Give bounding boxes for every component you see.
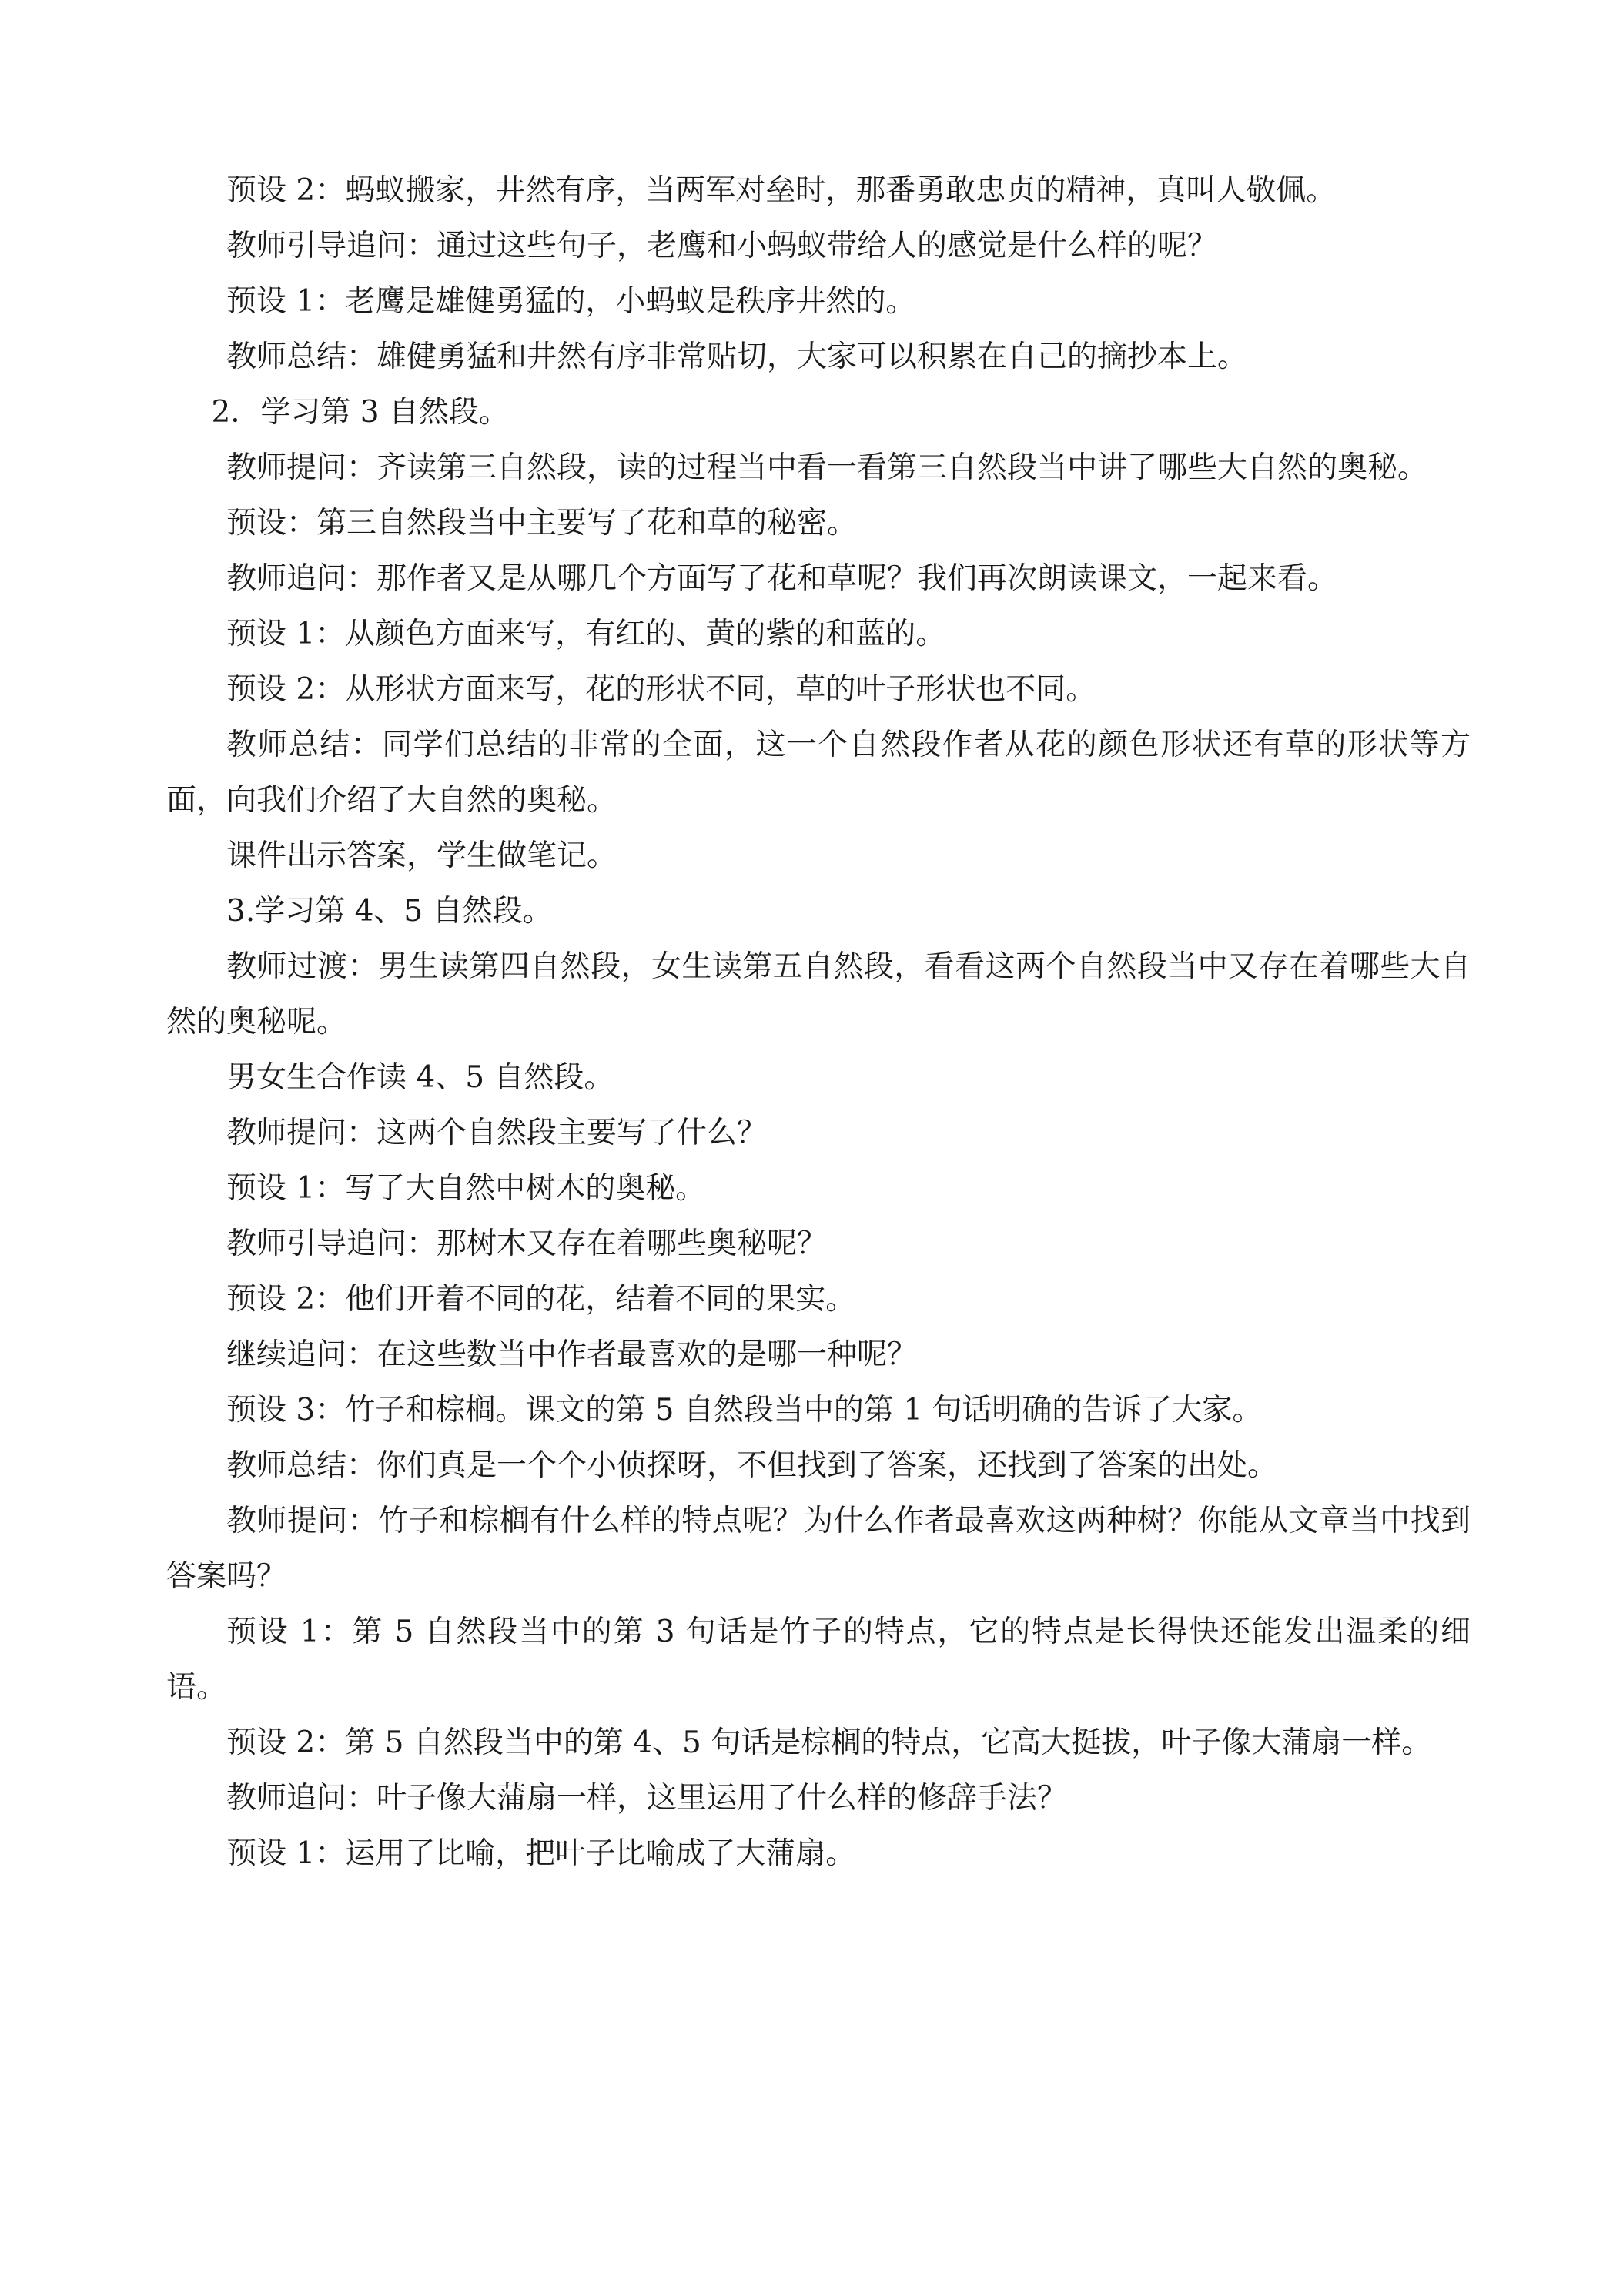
paragraph: 预设 1：从颜色方面来写，有红的、黄的紫的和蓝的。 [226,617,946,651]
paragraph: 教师提问：竹子和棕榈有什么样的特点呢？为什么作者最喜欢这两种树？你能从文章当中找到答案吗？ [166,1504,1471,1594]
paragraph: 预设 2：从形状方面来写，花的形状不同，草的叶子形状也不同。 [226,672,1096,707]
paragraph: 教师提问：齐读第三自然段，读的过程当中看一看第三自然段当中讲了哪些大自然的奥秘。 [226,450,1428,485]
paragraph: 男女生合作读 4、5 自然段。 [226,1060,614,1095]
paragraph: 预设 3：竹子和棕榈。课文的第 5 自然段当中的第 1 句话明确的告诉了大家。 [226,1393,1263,1427]
paragraph: 教师提问：这两个自然段主要写了什么？ [226,1116,768,1150]
paragraph: 教师追问：叶子像大蒲扇一样，这里运用了什么样的修辞手法？ [226,1781,1068,1816]
paragraph: 教师追问：那作者又是从哪几个方面写了花和草呢？我们再次朗读课文，一起来看。 [226,561,1338,596]
section-heading: 2．学习第 3 自然段。 [211,395,509,430]
paragraph: 预设 1：运用了比喻，把叶子比喻成了大蒲扇。 [226,1836,856,1871]
paragraph: 教师总结：你们真是一个个小侦探呀，不但找到了答案，还找到了答案的出处。 [226,1448,1278,1483]
paragraph: 教师引导追问：通过这些句子，老鹰和小蚂蚁带给人的感觉是什么样的呢？ [226,229,1218,263]
document-body [166,163,1471,1882]
paragraph: 教师引导追问：那树木又存在着哪些奥秘呢？ [226,1227,828,1261]
paragraph: 教师过渡：男生读第四自然段，女生读第五自然段，看看这两个自然段当中又存在着哪些大自然的奥秘呢。 [166,949,1471,1039]
paragraph: 教师总结：同学们总结的非常的全面，这一个自然段作者从花的颜色形状还有草的形状等方面，向我们介绍了大自然的奥秘。 [166,728,1471,818]
paragraph: 预设 2：蚂蚁搬家，井然有序，当两军对垒时，那番勇敢忠贞的精神，真叫人敬佩。 [226,173,1337,208]
paragraph: 课件出示答案，学生做笔记。 [226,838,617,873]
paragraph: 继续追问：在这些数当中作者最喜欢的是哪一种呢？ [226,1337,918,1372]
paragraph: 预设 1：老鹰是雄健勇猛的，小蚂蚁是秩序井然的。 [226,284,916,319]
paragraph: 预设 2：他们开着不同的花，结着不同的果实。 [226,1282,856,1317]
paragraph: 预设 1：第 5 自然段当中的第 3 句话是竹子的特点，它的特点是长得快还能发出温柔的细语。 [166,1615,1471,1705]
paragraph: 预设：第三自然段当中主要写了花和草的秘密。 [226,506,858,541]
paragraph: 预设 2：第 5 自然段当中的第 4、5 句话是棕榈的特点，它高大挺拔，叶子像大蒲扇一样。 [226,1725,1432,1760]
paragraph: 预设 1：写了大自然中树木的奥秘。 [226,1171,706,1206]
section-heading: 3.学习第 4、5 自然段。 [226,894,553,929]
paragraph: 教师总结：雄健勇猛和井然有序非常贴切，大家可以积累在自己的摘抄本上。 [226,340,1248,374]
